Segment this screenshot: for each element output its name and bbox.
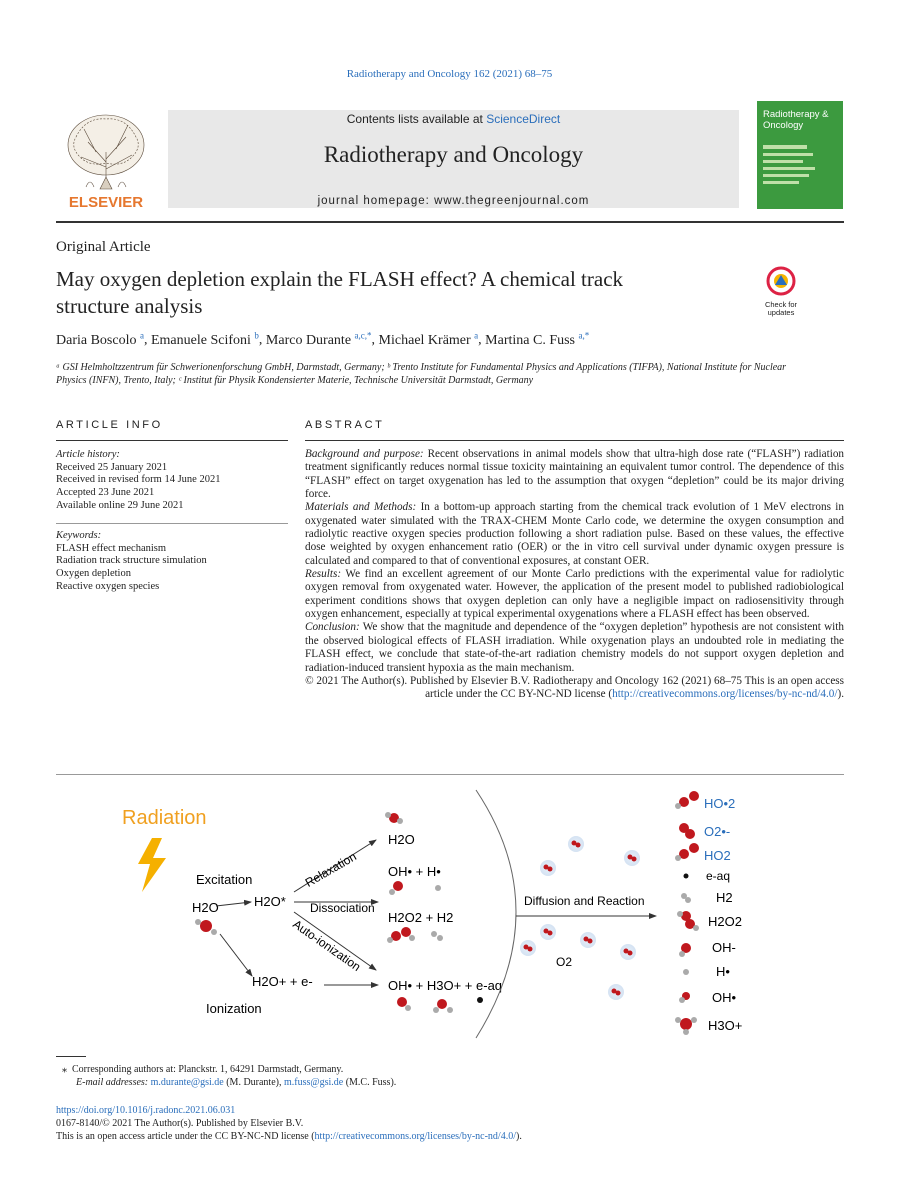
radiation-label: Radiation: [122, 807, 207, 829]
product-ionization: OH• + H3O+ + e-aq: [388, 978, 503, 993]
excitation-label: Excitation: [196, 872, 253, 887]
species-label: OH-: [712, 940, 736, 955]
graphical-abstract: [56, 780, 844, 1042]
keyword: Radiation track structure simulation: [56, 555, 207, 567]
product-oh-h: OH• + H•: [388, 864, 441, 879]
species-label: O2•-: [704, 824, 731, 839]
journal-name: Radiotherapy and Oncology: [323, 142, 584, 167]
ion-products-icon: [397, 997, 483, 1013]
species-label: HO•2: [704, 796, 736, 811]
contents-prefix: Contents lists available at: [346, 112, 483, 126]
cover-title: Radiotherapy & Oncology: [763, 109, 829, 131]
species-labels: [704, 796, 742, 1033]
abstract-body: Background and purpose: Recent observations in animal models show that ultra-high dose rate (“FLASH”) radiation treatment significantly reduces normal tissue toxicity maintaining an equivalent tumor control. The dependence of this “FLASH” effect on target oxygenation has led to the assumption that oxygen “depletion” could be its major driving force. Materials and Methods: In a bottom-up approach starting from the chemical track evolution of 1 MeV electrons in oxygenated water simulated with the TRAX-CHEM Monte Carlo code, we determine the oxygen consumption and radiolytic reactive oxygen species production following a short radiation pulse. Based on these values, the effective dose weighted by oxygen enhancement ratio (OER) or the in vitro cell survival under dynamic oxygen pressure is calculated and compared to that of conventional exposures, at constant OER. Results: We find an excellent agreement of our Monte Carlo predictions with the experimental value for radiolytic oxygen removal from oxygenated water. However, the application of the present model to published radiobiological experiment conditions shows that oxygen depletion can only have a negligible impact on radiosensitivity through oxygen enhancement, especially at typical experimental oxygenations where a FLASH effect has been observed. Conclusion: We show that the magnitude and dependence of the “oxygen depletion” hypothesis are not consistent with the observed biological effects of FLASH irradiation. While oxygenation plays an undoubted role in mediating the FLASH effect, we conclude that state-of-the-art radiation chemistry models do not support oxygen depletion and radiation-induced transient hypoxia as the main mechanism. © 2021 The Author(s). Published by Elsevier B.V. Radiotherapy and Oncology 162 (2021) 68–75 This is an open access article under the CC BY-NC-ND license (http://creativecommons.org/licenses/by-nc-nd/4.0/).: [305, 448, 845, 701]
keywords: Keywords: FLASH effect mechanism Radiation track structure simulation Oxygen depletion Reactive oxygen species: [56, 530, 288, 594]
autoionization-label: Auto-ionization: [290, 916, 364, 974]
oxygen-bubbles: [520, 836, 640, 1000]
journal-citation-link[interactable]: Radiotherapy and Oncology 162 (2021) 68–75: [346, 68, 553, 80]
water-molecule-icon: [385, 812, 403, 824]
ionization-label: Ionization: [206, 1001, 262, 1016]
peroxide-icon: [387, 927, 443, 943]
species-label: OH•: [712, 990, 737, 1005]
abstract-end-rule: [56, 774, 844, 775]
species-label: H3O+: [708, 1018, 743, 1033]
species-label: e-aq: [706, 869, 731, 883]
footer-license-link[interactable]: http://creativecommons.org/licenses/by-nc-nd/4.0/: [314, 1131, 516, 1142]
abstract-rule: [305, 440, 844, 441]
sciencedirect-link[interactable]: ScienceDirect: [486, 112, 561, 126]
species-label: H•: [716, 964, 730, 979]
info-rule: [56, 440, 288, 441]
banner-panel: [168, 110, 739, 208]
affiliations: ᵃ GSI Helmholtzzentrum für Schwerionenforschung GmbH, Darmstadt, Germany; ᵇ Trento Institute for Fundamental Physics and Applications (TIFPA), National Institute for Nuclear Physics (INFN), Trento, Italy; ᶜ Institut für Physik Kondensierter Materie, Technische Universität Darmstadt, Germany: [56, 362, 787, 386]
journal-cover[interactable]: [757, 101, 843, 209]
article-info-heading: ARTICLE INFO: [56, 419, 163, 431]
journal-banner: [56, 97, 844, 211]
o2-label: O2: [556, 955, 573, 969]
publication-info: https://doi.org/10.1016/j.radonc.2021.06.031 0167-8140/© 2021 The Author(s). Published by Elsevier B.V. This is an open access article under the CC BY-NC-ND license (http://creativecommons.org/licenses/by-nc-nd/4.0/).: [56, 1104, 836, 1143]
lightning-icon: [138, 838, 166, 892]
relaxation-label: Relaxation: [302, 849, 359, 890]
author[interactable]: Martina C. Fuss $^{a,*}$: [485, 330, 590, 348]
check-for-updates-badge[interactable]: Check for updates: [756, 266, 806, 316]
author[interactable]: Daria Boscolo $^a$: [56, 330, 144, 348]
email-link[interactable]: m.durante@gsi.de: [150, 1077, 224, 1088]
diffusion-label: Diffusion and Reaction: [524, 894, 645, 908]
hydroxyl-icon: [389, 881, 441, 895]
h2o-plus-label: H2O+ + e-: [252, 974, 313, 989]
product-h2o2-h2: H2O2 + H2: [388, 910, 454, 925]
article-type: Original Article: [56, 239, 151, 255]
author-list: Daria Boscolo $^a$, Emanuele Scifoni $^b$, Marco Durante $^{a,c,*}$, Michael Krämer $^a$, Martina C. Fuss $^{a,*}$: [56, 330, 590, 348]
corresponding-footnote: ⁎ Corresponding authors at: Planckstr. 1, 64291 Darmstadt, Germany. E-mail addresses: m.durante@gsi.de (M. Durante), m.fuss@gsi.de (M.C. Fuss).: [62, 1064, 397, 1088]
product-h2o: H2O: [388, 832, 415, 847]
article-title: May oxygen depletion explain the FLASH effect? A chemical track structure analysis: [56, 267, 624, 318]
species-icons: [675, 791, 699, 1035]
author[interactable]: Emanuele Scifoni $^b$: [150, 330, 259, 348]
elsevier-wordmark: ELSEVIER: [68, 194, 144, 211]
author[interactable]: Michael Krämer $^a$: [378, 330, 479, 348]
species-label: H2O2: [708, 914, 742, 929]
doi-link[interactable]: https://doi.org/10.1016/j.radonc.2021.06.031: [56, 1105, 236, 1116]
abstract-heading: ABSTRACT: [305, 419, 385, 431]
species-label: HO2: [704, 848, 731, 863]
keyword: Oxygen depletion: [56, 568, 131, 580]
dissociation-label: Dissociation: [310, 901, 375, 915]
journal-homepage[interactable]: journal homepage: www.thegreenjournal.com: [317, 195, 590, 207]
species-label: H2: [716, 890, 733, 905]
h2o-label: H2O: [192, 900, 219, 915]
header-rule: [56, 221, 844, 223]
email-link[interactable]: m.fuss@gsi.de: [283, 1077, 344, 1088]
license-link[interactable]: http://creativecommons.org/licenses/by-nc-nd/4.0/: [612, 688, 838, 701]
keyword: Reactive oxygen species: [56, 580, 160, 592]
h2o-star-label: H2O*: [254, 894, 286, 909]
article-history: Article history: Received 25 January 2021 Received in revised form 14 June 2021 Accepted 23 June 2021 Available online 29 June 2021: [56, 449, 221, 511]
footnote-rule: [56, 1056, 86, 1057]
author[interactable]: Marco Durante $^{a,c,*}$: [265, 330, 372, 348]
info-divider: [56, 523, 288, 524]
keyword: FLASH effect mechanism: [56, 542, 167, 554]
check-updates-icon: [756, 266, 806, 296]
elsevier-logo[interactable]: [56, 107, 156, 211]
water-molecule-icon: [195, 919, 217, 935]
